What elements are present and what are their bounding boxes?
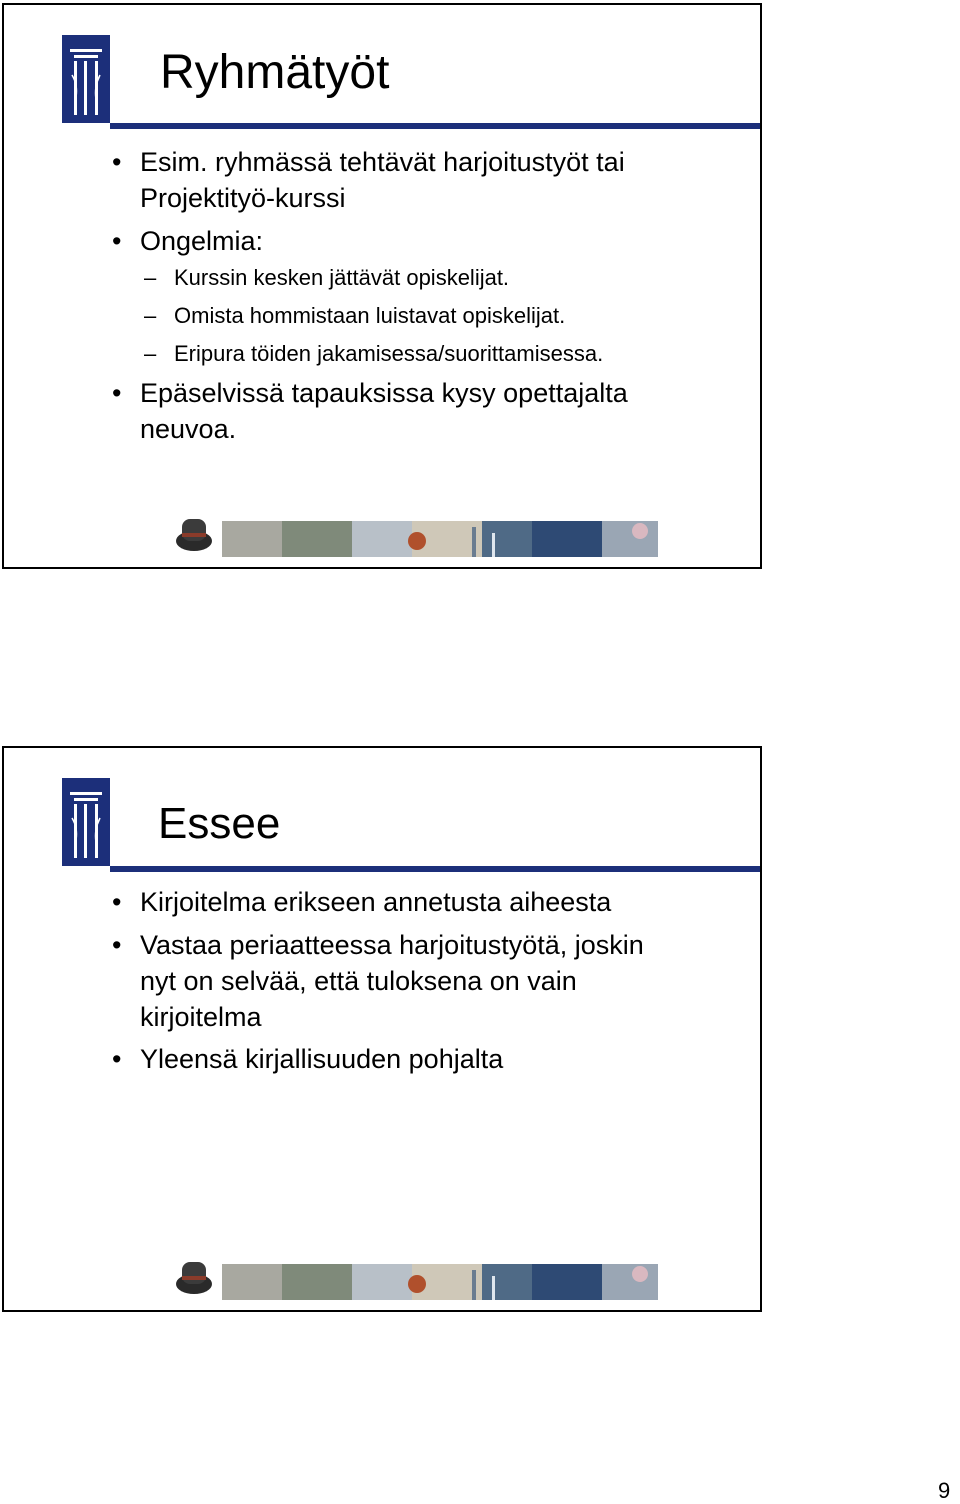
- bullet-text: Projektityö-kurssi: [140, 183, 346, 213]
- bullet-text: Vastaa periaatteessa harjoitustyötä, joskin: [140, 930, 644, 960]
- sub-bullet-marker: –: [144, 303, 157, 328]
- page-number: 9: [938, 1478, 951, 1503]
- slide-2: [2, 746, 762, 1312]
- pillar-logo-icon: [62, 778, 110, 866]
- bullet-text: Yleensä kirjallisuuden pohjalta: [140, 1044, 504, 1074]
- bullet-marker: •: [112, 147, 122, 177]
- slide-1: [2, 3, 762, 569]
- footer-banner-image: [172, 513, 658, 559]
- bullet-text: Ongelmia:: [140, 226, 264, 256]
- footer-banner-image: [172, 1256, 658, 1302]
- bullet-text: Kirjoitelma erikseen annetusta aiheesta: [140, 887, 612, 917]
- sub-bullet-marker: –: [144, 341, 157, 366]
- sub-bullet-text: Omista hommistaan luistavat opiskelijat.: [174, 303, 566, 328]
- bullet-marker: •: [112, 930, 122, 960]
- bullet-text: Epäselvissä tapauksissa kysy opettajalta: [140, 378, 628, 408]
- slide-title: Essee: [158, 799, 281, 848]
- bullet-text: neuvoa.: [140, 414, 237, 444]
- bullet-text: kirjoitelma: [140, 1002, 262, 1032]
- title-divider: [110, 866, 760, 872]
- bullet-text: nyt on selvää, että tuloksena on vain: [140, 966, 577, 996]
- sub-bullet-marker: –: [144, 265, 157, 290]
- bullet-marker: •: [112, 378, 122, 408]
- sub-bullet-text: Kurssin kesken jättävät opiskelijat.: [174, 265, 510, 290]
- bullet-text: Esim. ryhmässä tehtävät harjoitustyöt tai: [140, 147, 625, 177]
- pillar-logo-icon: [62, 35, 110, 123]
- sub-bullet-text: Eripura töiden jakamisessa/suorittamisessa.: [174, 341, 604, 366]
- slide-title: Ryhmätyöt: [160, 46, 390, 99]
- title-divider: [110, 123, 760, 129]
- bullet-marker: •: [112, 887, 122, 917]
- bullet-marker: •: [112, 226, 122, 256]
- bullet-marker: •: [112, 1044, 122, 1074]
